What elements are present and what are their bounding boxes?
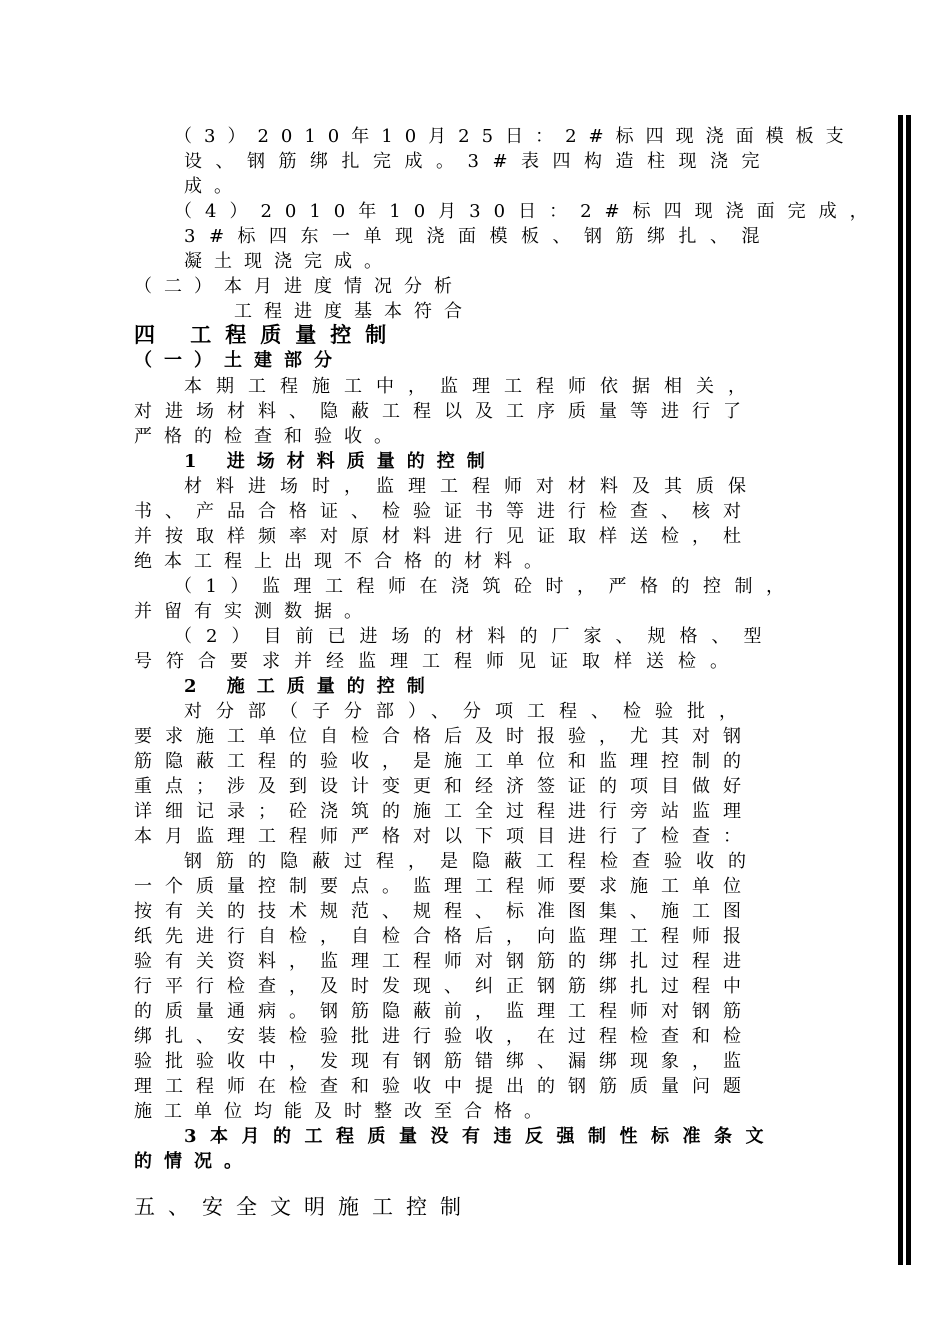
text-line: 并留有实测数据。 [134, 601, 374, 622]
text-line: 本月监理工程师严格对以下项目进行了检查： [134, 826, 754, 847]
text-line: 行平行检查，及时发现、纠正钢筋绑扎过程中 [134, 976, 754, 997]
text-line: 理工程师在检查和验收中提出的钢筋质量问题 [134, 1076, 754, 1097]
text-line: 并按取样频率对原材料进行见证取样送检，杜 [134, 526, 754, 547]
text-line: （3）2010年10月25日：2#标四现浇面模板支 [174, 126, 856, 147]
text-line: 施工单位均能及时整改至合格。 [134, 1101, 554, 1122]
text-line: 3本月的工程质量没有违反强制性标准条文 [184, 1126, 778, 1147]
text-line: 设、钢筋绑扎完成。3#表四构造柱现浇完 [184, 151, 774, 172]
text-line: 本期工程施工中，监理工程师依据相关， [184, 376, 760, 397]
text-line: 要求施工单位自检合格后及时报验，尤其对钢 [134, 726, 754, 747]
chapter-heading: 五、安全文明施工控制 [134, 1195, 474, 1219]
section-heading: （一）土建部分 [134, 350, 344, 371]
text-line: 纸先进行自检，自检合格后，向监理工程师报 [134, 926, 754, 947]
section-heading: （二）本月进度情况分析 [134, 276, 464, 297]
text-line: 钢筋的隐蔽过程，是隐蔽工程检查验收的 [184, 851, 760, 872]
text-line: 3#标四东一单现浇面模板、钢筋绑扎、混 [184, 226, 774, 247]
text-line: 筋隐蔽工程的验收，是施工单位和监理控制的 [134, 751, 754, 772]
text-line: （4）2010年10月30日：2#标四现浇面完成， [174, 201, 881, 222]
margin-rule [906, 115, 911, 1265]
text-line: 成。 [184, 176, 244, 197]
text-line: 号符合要求并经监理工程师见证取样送检。 [134, 651, 742, 672]
text-line: 绑扎、安装检验批进行验收，在过程检查和检 [134, 1026, 754, 1047]
text-line: 书、产品合格证、检验证书等进行检查、核对 [134, 501, 754, 522]
subsection-heading: 1 进场材料质量的控制 [184, 451, 497, 472]
text-line: （2）目前已进场的材料的厂家、规格、型 [174, 626, 776, 647]
text-line: 一个质量控制要点。监理工程师要求施工单位 [134, 876, 754, 897]
text-line: 的情况。 [134, 1151, 254, 1172]
subsection-heading: 2 施工质量的控制 [184, 676, 437, 697]
text-line: 绝本工程上出现不合格的材料。 [134, 551, 554, 572]
margin-rule [898, 115, 903, 1265]
text-line: 严格的检查和验收。 [134, 426, 404, 447]
text-line: 的质量通病。钢筋隐蔽前，监理工程师对钢筋 [134, 1001, 754, 1022]
text-line: 验有关资料，监理工程师对钢筋的绑扎过程进 [134, 951, 754, 972]
text-line: 详细记录；砼浇筑的施工全过程进行旁站监理 [134, 801, 754, 822]
text-line: 对进场材料、隐蔽工程以及工序质量等进行了 [134, 401, 754, 422]
text-line: 材料进场时，监理工程师对材料及其质保 [184, 476, 760, 497]
chapter-heading: 四 工程质量控制 [134, 322, 401, 347]
text-line: 凝土现浇完成。 [184, 251, 394, 272]
text-line: 对分部（子分部）、分项工程、检验批， [184, 701, 751, 722]
text-line: （1）监理工程师在浇筑砼时，严格的控制， [174, 576, 798, 597]
text-line: 按有关的技术规范、规程、标准图集、施工图 [134, 901, 754, 922]
text-line: 验批验收中，发现有钢筋错绑、漏绑现象，监 [134, 1051, 754, 1072]
text-line: 重点；涉及到设计变更和经济签证的项目做好 [134, 776, 754, 797]
text-line: 工程进度基本符合 [234, 301, 474, 322]
